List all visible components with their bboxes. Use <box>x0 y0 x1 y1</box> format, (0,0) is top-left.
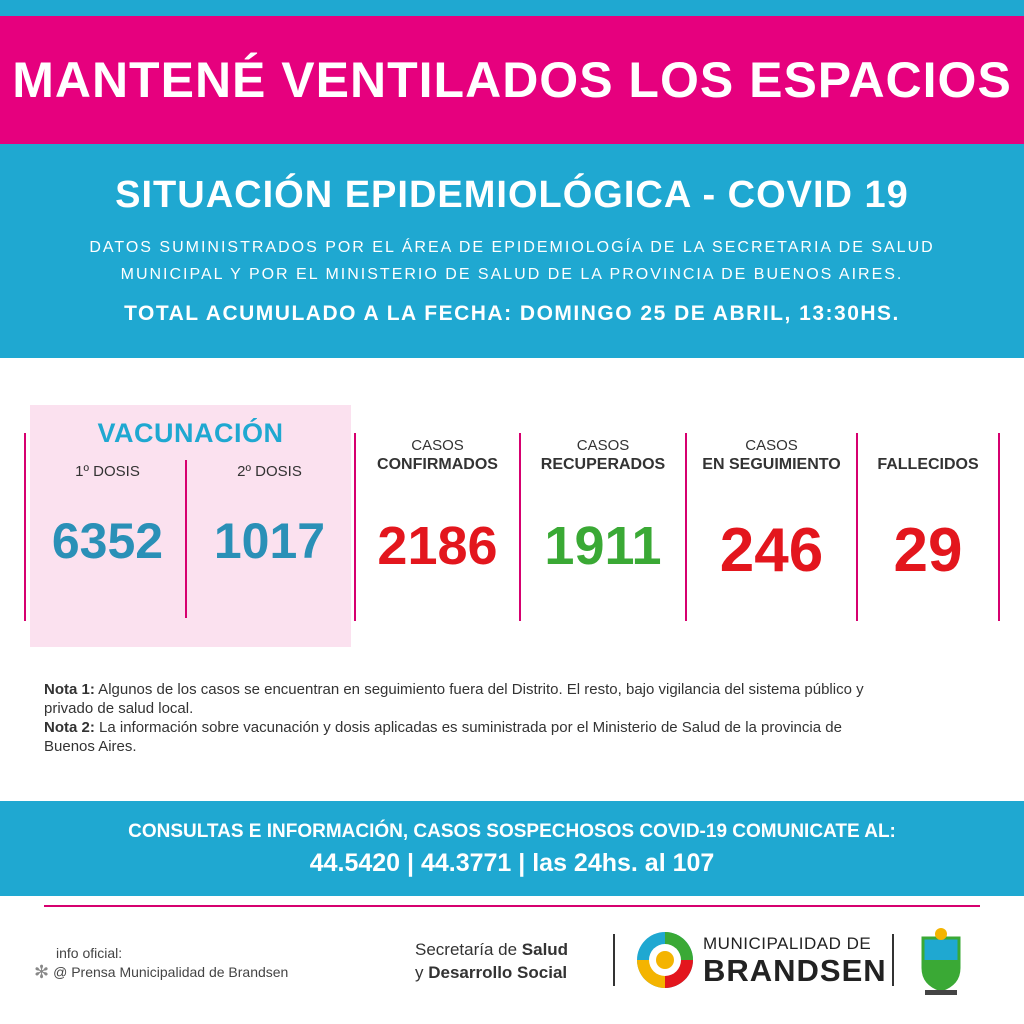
top-strip <box>0 0 1024 16</box>
gear-icon: ✻ <box>34 962 50 982</box>
divider-line <box>185 460 187 618</box>
stat-value-monitoring: 246 <box>719 516 824 585</box>
secretaria-text: Secretaría de Salud y Desarrollo Social <box>415 940 569 982</box>
divider-line <box>998 433 1000 621</box>
footer-separator <box>892 934 894 986</box>
contact-phones: 44.5420 | 44.3771 | las 24hs. al 107 <box>309 849 715 877</box>
info-account: @ Prensa Municipalidad de Brandsen <box>53 964 289 980</box>
stat-title-recovered: CASOS RECUPERADOS <box>540 437 666 473</box>
source-line-1: DATOS SUMINISTRADOS POR EL ÁREA DE EPIDEMIOLOGÍA DE LA SECRETARIA DE SALUD <box>89 239 935 256</box>
dose1-label: 1º DOSIS <box>75 463 140 480</box>
info-label: info oficial: <box>56 945 123 961</box>
coat-of-arms-icon <box>915 924 967 996</box>
footer-divider <box>44 905 980 907</box>
stat-value-deceased: 29 <box>893 516 963 585</box>
dose1-value: 6352 <box>51 513 164 569</box>
footer-separator <box>613 934 615 986</box>
banner-title: MANTENÉ VENTILADOS LOS ESPACIOS <box>12 52 1012 108</box>
stat-title-confirmed: CASOS CONFIRMADOS <box>377 437 498 473</box>
stat-title-monitoring: CASOS EN SEGUIMIENTO <box>702 437 841 473</box>
page-title: SITUACIÓN EPIDEMIOLÓGICA - COVID 19 <box>115 174 909 216</box>
vaccination-title: VACUNACIÓN <box>97 418 284 448</box>
municipality-logo-icon <box>636 931 694 989</box>
note-1: Nota 1: Algunos de los casos se encuentran en seguimiento fuera del Distrito. El resto, bajo vigilancia del sistema público y privado de salud local. <box>44 681 864 717</box>
info-header <box>0 144 1024 358</box>
dose2-label: 2º DOSIS <box>237 463 302 480</box>
total-date: TOTAL ACUMULADO A LA FECHA: DOMINGO 25 DE ABRIL, 13:30HS. <box>124 302 900 325</box>
source-line-2: MUNICIPAL Y POR EL MINISTERIO DE SALUD DE LA PROVINCIA DE BUENOS AIRES. <box>120 266 904 283</box>
stat-value-recovered: 1911 <box>544 516 662 576</box>
notes <box>44 680 874 756</box>
municipality-name: MUNICIPALIDAD DE BRANDSEN <box>703 934 887 988</box>
contact-question: CONSULTAS E INFORMACIÓN, CASOS SOSPECHOSOS COVID-19 COMUNICATE AL: <box>128 821 896 842</box>
footer-info <box>34 944 288 982</box>
banner <box>0 16 1024 144</box>
note-2: Nota 2: La información sobre vacunación y dosis aplicadas es suministrada por el Ministerio de Salud de la provincia de Buenos Aires. <box>44 719 842 755</box>
source-text <box>0 234 1024 288</box>
stat-title-deceased: FALLECIDOS <box>877 456 979 473</box>
divider-line <box>24 433 26 621</box>
stat-value-confirmed: 2186 <box>377 516 498 576</box>
contact-banner <box>0 801 1024 896</box>
dose2-value: 1017 <box>213 513 326 569</box>
